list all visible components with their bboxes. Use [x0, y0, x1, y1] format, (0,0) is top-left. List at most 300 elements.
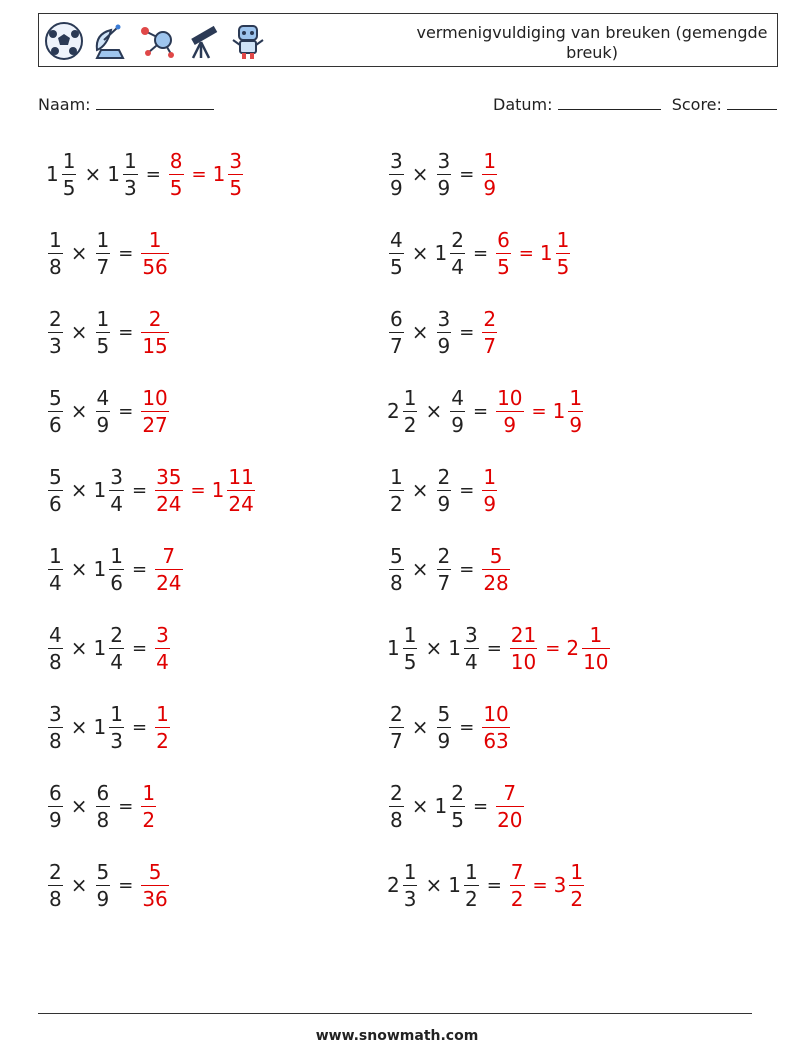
operand-b-denominator: 6 [110, 570, 123, 595]
problem-row [387, 852, 586, 918]
operand-b-numerator: 1 [110, 701, 123, 726]
answer-fraction-numerator: 1 [156, 701, 169, 726]
operand-b [437, 466, 452, 515]
times-sign: × [70, 241, 88, 265]
answer [139, 861, 170, 910]
operand-b-bar [464, 885, 479, 886]
operand-a-numerator: 3 [49, 701, 62, 726]
operand-a [48, 861, 63, 910]
operand-b-whole: 1 [107, 162, 120, 186]
operand-a-denominator: 7 [390, 333, 403, 358]
operand-b-numerator: 2 [437, 543, 451, 568]
operand-a [48, 387, 63, 436]
operand-a-bar [48, 332, 63, 333]
operand-a [389, 150, 404, 199]
operand-a-numerator: 6 [390, 306, 403, 331]
operand-b-numerator: 4 [96, 385, 110, 410]
problem-row [46, 378, 171, 444]
answer-mixed-bar [556, 253, 571, 254]
operand-a [48, 308, 63, 357]
operand-b-bar [96, 332, 111, 333]
operand-b-denominator: 9 [437, 175, 451, 200]
answer-fraction-bar [155, 727, 170, 728]
answer-mixed-bar [228, 174, 243, 175]
answer-fraction-denominator: 20 [497, 807, 523, 832]
answer-fraction [155, 703, 170, 752]
operand-a [389, 308, 404, 357]
worksheet-header [38, 13, 778, 67]
answer-fraction-bar [496, 411, 523, 412]
operand-b-denominator: 7 [96, 254, 110, 279]
operand-b-numerator: 2 [110, 622, 123, 647]
answer-fraction-bar [155, 648, 170, 649]
operand-a-bar [48, 490, 63, 491]
operand-b [96, 782, 111, 831]
problem-row [387, 141, 499, 207]
answer [494, 782, 525, 831]
answer-fraction [141, 861, 168, 910]
answer-fraction-numerator: 1 [483, 464, 497, 489]
operand-a-denominator: 8 [49, 728, 62, 753]
score-label: Score: [671, 95, 722, 114]
operand-a-denominator: 4 [49, 570, 62, 595]
problem-row [387, 299, 499, 365]
answer-fraction-denominator: 56 [142, 254, 168, 279]
operand-a-denominator: 2 [403, 412, 417, 437]
operand-b-whole: 1 [448, 636, 461, 660]
answer-fraction-denominator: 7 [483, 333, 497, 358]
answer-fraction [482, 308, 497, 357]
problem-row [46, 615, 172, 681]
operand-a-bar [389, 332, 404, 333]
date-score-fields [493, 93, 777, 114]
answer [494, 387, 585, 436]
answer-fraction-bar [482, 174, 497, 175]
times-sign: × [70, 794, 88, 818]
operand-b-denominator: 4 [110, 491, 123, 516]
times-sign: × [70, 478, 88, 502]
equals-sign: = [472, 242, 489, 264]
header-icons [43, 18, 269, 64]
operand-a-numerator: 1 [403, 385, 417, 410]
answer-fraction-denominator: 28 [483, 570, 509, 595]
operand-a-denominator: 3 [49, 333, 62, 358]
operand-a-numerator: 2 [49, 306, 62, 331]
operand-a-bar [389, 569, 404, 570]
operand-b-numerator: 6 [96, 780, 110, 805]
equals-sign: = [486, 874, 502, 896]
answer-equals-sign: = [545, 637, 561, 659]
operand-b [464, 861, 479, 910]
soccer-ball-icon [43, 20, 85, 62]
operand-b-whole: 1 [93, 478, 107, 502]
operand-b-numerator: 5 [96, 859, 110, 884]
operand-a-whole: 2 [387, 399, 400, 423]
operand-a-bar [62, 174, 77, 175]
operand-b-bar [96, 411, 111, 412]
operand-b [96, 387, 111, 436]
answer-fraction-numerator: 1 [483, 148, 497, 173]
equals-sign: = [118, 874, 134, 896]
operand-a-numerator: 5 [49, 385, 62, 410]
answer [480, 466, 499, 515]
name-field [38, 93, 214, 114]
answer-fraction [141, 308, 168, 357]
answer-fraction-denominator: 24 [156, 570, 182, 595]
operand-b-bar [450, 806, 465, 807]
score-blank [727, 93, 777, 110]
name-blank [96, 93, 214, 110]
answer-fraction-numerator: 1 [142, 780, 156, 805]
answer-fraction-denominator: 9 [483, 175, 497, 200]
equals-sign: = [459, 321, 475, 343]
equals-sign: = [118, 795, 134, 817]
answer-fraction-bar [155, 490, 182, 491]
operand-b-numerator: 2 [437, 464, 451, 489]
operand-a-denominator: 5 [62, 175, 76, 200]
problem-row [46, 220, 171, 286]
answer [508, 861, 586, 910]
answer-mixed [582, 624, 609, 673]
operand-a-bar [389, 490, 404, 491]
footer-url: www.snowmath.com [315, 1028, 479, 1044]
answer-fraction-denominator: 5 [497, 254, 510, 279]
operand-b-whole: 1 [93, 557, 107, 581]
operand-a-bar [48, 569, 63, 570]
answer-mixed [227, 466, 254, 515]
answer-equals-sign: = [531, 400, 547, 422]
answer-mixed-bar [227, 490, 254, 491]
date-blank [558, 93, 661, 110]
answer-fraction [155, 545, 182, 594]
answer-fraction-bar [496, 806, 523, 807]
times-sign: × [411, 478, 429, 502]
satellite-dish-icon [89, 20, 131, 62]
operand-b [96, 229, 111, 278]
operand-a [389, 545, 404, 594]
operand-b-denominator: 4 [464, 649, 478, 674]
operand-a-bar [48, 727, 63, 728]
times-sign: × [70, 715, 88, 739]
problem-row [387, 220, 572, 286]
operand-a [48, 782, 63, 831]
answer-fraction [496, 387, 523, 436]
operand-b-bar [109, 727, 124, 728]
times-sign: × [411, 557, 429, 581]
operand-a-denominator: 6 [49, 412, 62, 437]
problem-row [46, 773, 158, 839]
answer-fraction-numerator: 21 [510, 622, 537, 647]
operand-b-bar [96, 885, 111, 886]
answer-fraction [510, 861, 525, 910]
answer-fraction [141, 782, 156, 831]
answer-fraction [496, 782, 523, 831]
operand-b-bar [109, 648, 124, 649]
answer [139, 782, 158, 831]
answer [508, 624, 612, 673]
operand-a-numerator: 3 [390, 148, 403, 173]
operand-a-bar [389, 253, 404, 254]
equals-sign: = [459, 479, 475, 501]
operand-b [437, 308, 452, 357]
operand-a [48, 466, 63, 515]
equals-sign: = [118, 400, 134, 422]
answer-mixed-denominator: 5 [556, 254, 570, 279]
answer-fraction [482, 545, 509, 594]
operand-b-numerator: 3 [437, 148, 451, 173]
answer [480, 308, 499, 357]
problem-row [46, 457, 257, 523]
answer-fraction-bar [510, 885, 525, 886]
times-sign: × [425, 873, 443, 897]
molecule-icon [135, 20, 177, 62]
equals-sign: = [459, 163, 475, 185]
answer-fraction [496, 229, 511, 278]
answer-fraction [141, 229, 168, 278]
operand-a [389, 782, 404, 831]
operand-b [450, 229, 465, 278]
answer [153, 545, 184, 594]
answer-fraction-bar [155, 569, 182, 570]
operand-b-denominator: 9 [96, 886, 110, 911]
answer-fraction [141, 387, 168, 436]
operand-b-bar [109, 490, 124, 491]
operand-a-bar [403, 885, 418, 886]
operand-b-bar [437, 174, 452, 175]
operand-a-denominator: 9 [49, 807, 62, 832]
answer-fraction [155, 466, 182, 515]
answer [167, 150, 245, 199]
operand-a-denominator: 8 [390, 807, 403, 832]
operand-a-denominator: 8 [390, 570, 403, 595]
operand-a-numerator: 1 [49, 227, 62, 252]
operand-b-numerator: 3 [110, 464, 123, 489]
operand-a-denominator: 5 [390, 254, 403, 279]
equals-sign: = [131, 479, 148, 501]
operand-b-denominator: 3 [123, 175, 137, 200]
operand-b [96, 308, 111, 357]
answer-fraction [482, 703, 509, 752]
answer-fraction-bar [141, 411, 168, 412]
answer-fraction [155, 624, 170, 673]
operand-a-denominator: 8 [49, 649, 62, 674]
operand-b [450, 387, 465, 436]
answer-fraction [510, 624, 537, 673]
operand-b-bar [109, 569, 124, 570]
answer-equals-sign: = [191, 163, 207, 185]
answer-mixed-denominator: 5 [229, 175, 243, 200]
answer-fraction-numerator: 5 [489, 543, 503, 568]
operand-b-bar [437, 569, 452, 570]
operand-b [96, 861, 111, 910]
equals-sign: = [131, 637, 148, 659]
operand-a-bar [48, 253, 63, 254]
answer-fraction-numerator: 7 [503, 780, 517, 805]
answer [139, 387, 170, 436]
answer-fraction-numerator: 1 [148, 227, 162, 252]
robot-icon [227, 20, 269, 62]
answer [153, 703, 172, 752]
problem-row [387, 457, 499, 523]
operand-b [109, 703, 124, 752]
operand-a-bar [389, 174, 404, 175]
problem-row [387, 694, 512, 760]
answer-fraction-bar [482, 490, 497, 491]
problem-row [46, 536, 185, 602]
times-sign: × [70, 636, 88, 660]
answer-mixed-bar [569, 885, 584, 886]
operand-a-denominator: 7 [390, 728, 403, 753]
answer-mixed [556, 229, 571, 278]
answer-fraction-bar [141, 806, 156, 807]
answer-fraction-bar [169, 174, 184, 175]
answer-fraction-denominator: 9 [503, 412, 517, 437]
operand-a-numerator: 5 [390, 543, 403, 568]
operand-a [48, 545, 63, 594]
operand-a-bar [48, 806, 63, 807]
answer-fraction-numerator: 8 [169, 148, 183, 173]
date-label: Datum: [493, 95, 553, 114]
operand-b-denominator: 4 [451, 254, 464, 279]
operand-a-bar [403, 411, 418, 412]
name-label: Naam: [38, 95, 91, 114]
operand-b-denominator: 2 [464, 886, 478, 911]
answer-fraction-numerator: 2 [148, 306, 162, 331]
operand-b-denominator: 9 [96, 412, 110, 437]
answer-mixed-numerator: 1 [589, 622, 603, 647]
operand-a [62, 150, 77, 199]
answer [480, 545, 511, 594]
operand-a-numerator: 2 [49, 859, 62, 884]
times-sign: × [411, 794, 429, 818]
operand-b [109, 466, 124, 515]
operand-b-whole: 1 [448, 873, 461, 897]
operand-a-denominator: 8 [49, 254, 62, 279]
operand-b-denominator: 8 [96, 807, 110, 832]
operand-b-whole: 1 [434, 241, 448, 265]
answer-mixed-bar [582, 648, 609, 649]
operand-b-bar [96, 806, 111, 807]
times-sign: × [70, 557, 88, 581]
problem-row [46, 141, 245, 207]
operand-b-bar [123, 174, 138, 175]
answer-fraction-numerator: 6 [497, 227, 510, 252]
operand-a-numerator: 1 [49, 543, 62, 568]
answer-fraction-numerator: 10 [483, 701, 509, 726]
operand-b-numerator: 1 [96, 227, 110, 252]
answer-fraction-denominator: 10 [510, 649, 537, 674]
operand-b-denominator: 4 [110, 649, 123, 674]
operand-b-numerator: 4 [451, 385, 464, 410]
answer-equals-sign: = [518, 242, 534, 264]
operand-b-numerator: 3 [464, 622, 478, 647]
operand-b-denominator: 3 [110, 728, 123, 753]
problem-row [387, 378, 585, 444]
operand-a-whole: 2 [387, 873, 400, 897]
operand-a-numerator: 6 [49, 780, 62, 805]
answer-fraction-denominator: 2 [142, 807, 156, 832]
operand-b-numerator: 2 [451, 227, 464, 252]
equals-sign: = [459, 558, 475, 580]
operand-b-numerator: 1 [464, 859, 478, 884]
answer-mixed [568, 387, 583, 436]
operand-a-bar [48, 411, 63, 412]
operand-b-denominator: 9 [451, 412, 464, 437]
operand-a-numerator: 1 [390, 464, 403, 489]
operand-b-numerator: 2 [451, 780, 464, 805]
operand-a-denominator: 3 [403, 886, 417, 911]
answer-mixed-whole: 1 [211, 478, 225, 502]
answer-mixed [228, 150, 243, 199]
answer [480, 703, 511, 752]
equals-sign: = [145, 163, 161, 185]
answer [153, 466, 257, 515]
answer [139, 229, 170, 278]
operand-b-denominator: 9 [437, 491, 451, 516]
answer-mixed-numerator: 1 [556, 227, 570, 252]
answer-fraction-bar [141, 885, 168, 886]
operand-b-bar [96, 253, 111, 254]
answer-fraction-numerator: 10 [142, 385, 168, 410]
operand-b-bar [437, 727, 452, 728]
answer [139, 308, 170, 357]
operand-a-denominator: 6 [49, 491, 62, 516]
answer-fraction-bar [482, 332, 497, 333]
operand-a-numerator: 4 [49, 622, 62, 647]
problem-row [46, 694, 172, 760]
answer-fraction-denominator: 5 [169, 175, 183, 200]
answer-mixed-bar [568, 411, 583, 412]
answer-fraction-numerator: 3 [156, 622, 169, 647]
times-sign: × [411, 320, 429, 344]
answer-fraction-denominator: 4 [156, 649, 169, 674]
answer-fraction-numerator: 7 [510, 859, 524, 884]
answer-mixed-denominator: 9 [569, 412, 583, 437]
answer-fraction-denominator: 2 [510, 886, 524, 911]
answer-fraction [482, 466, 497, 515]
answer-fraction [482, 150, 497, 199]
answer-mixed-numerator: 1 [569, 385, 583, 410]
telescope-icon [181, 20, 223, 62]
operand-a [389, 466, 404, 515]
operand-b-whole: 1 [434, 794, 448, 818]
operand-b-numerator: 1 [96, 306, 110, 331]
answer-mixed-whole: 1 [539, 241, 553, 265]
problem-row [387, 536, 512, 602]
equals-sign: = [472, 795, 489, 817]
answer-mixed [569, 861, 584, 910]
operand-a-whole: 1 [46, 162, 59, 186]
operand-a [403, 624, 418, 673]
equals-sign: = [131, 716, 148, 738]
times-sign: × [425, 636, 443, 660]
answer-fraction-denominator: 63 [483, 728, 509, 753]
times-sign: × [70, 873, 88, 897]
times-sign: × [84, 162, 102, 186]
operand-b-bar [437, 490, 452, 491]
operand-a-numerator: 1 [403, 622, 417, 647]
answer [480, 150, 499, 199]
operand-a-numerator: 5 [49, 464, 62, 489]
operand-b-whole: 1 [93, 715, 107, 739]
answer-fraction-numerator: 7 [162, 543, 176, 568]
operand-a-denominator: 5 [403, 649, 417, 674]
answer [494, 229, 572, 278]
operand-a-whole: 1 [387, 636, 400, 660]
answer-fraction-numerator: 10 [497, 385, 523, 410]
operand-a-numerator: 4 [390, 227, 403, 252]
operand-b-numerator: 1 [123, 148, 137, 173]
